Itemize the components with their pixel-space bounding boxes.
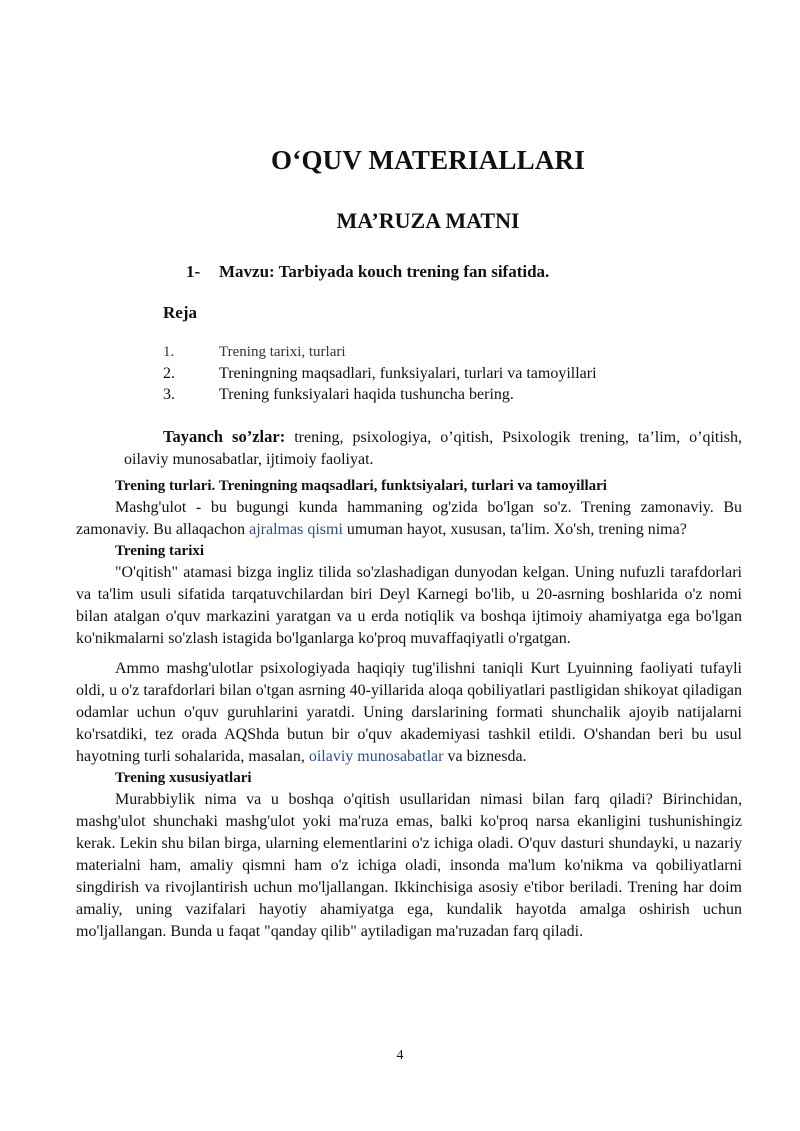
plan-list: [163, 342, 597, 405]
paragraph-text: umuman hayot, xususan, ta'lim. Xo'sh, trening nima?: [342, 521, 687, 538]
link-oilaviy-munosabatlar[interactable]: oilaviy munosabatlar: [308, 748, 444, 765]
page-number: 4: [396, 1048, 404, 1063]
section-heading: Trening tarixi: [115, 543, 205, 559]
plan-item-text: Treningning maqsadlari, funksiyalari, turlari va tamoyillari: [219, 365, 597, 382]
plan-item-text: Trening tarixi, turlari: [219, 344, 346, 360]
plan-item-number: 1.: [163, 344, 175, 360]
keywords-paragraph: [124, 426, 742, 471]
paragraph: [76, 497, 742, 541]
plan-item-number: 3.: [163, 386, 175, 403]
plan-heading: Reja: [163, 303, 197, 322]
paragraph-text: Mashg'ulot - bu bugungi kunda hammaning og'zida bo'lgan so'z. Trening zamonaviy. Bu zamonaviy. Bu allaqachon: [76, 499, 742, 538]
paragraph: [76, 658, 742, 768]
section-heading: Trening turlari. Treningning maqsadlari, funktsiyalari, turlari va tamoyillari: [115, 478, 607, 494]
paragraph-text: Ammo mashg'ulotlar psixologiyada haqiqiy tug'ilishni taniqli Kurt Lyuinning faoliyati tufayli oldi, u o'z tarafdorlari bilan o'tgan asrning 40-yillarida aloqa qobiliyatlari pastligidan shikoyat qiladigan odamlar uchun o'quv guruhlarini yaratdi. Uning darslarining formati shunchalik ajoyib natijalarni ko'rsatdiki, tez orada AQShda butun bir o'quv akademiyasi tashkil etildi. O'shandan beri bu usul hayotning turli sohalarida, masalan,: [76, 660, 742, 765]
plan-item: [163, 342, 597, 363]
link-ajralmas-qismi[interactable]: ajralmas qismi: [249, 521, 343, 538]
plan-item: [163, 363, 597, 384]
plan-item-number: 2.: [163, 365, 175, 382]
paragraph-text: va biznesda.: [443, 748, 527, 765]
paragraph: Murabbiylik nima va u boshqa o'qitish usullaridan nimasi bilan farq qiladi? Birinchidan, mashg'ulot shunchaki mashg'ulot yoki ma'ruza emas, balki ko'proq narsa ekanligini tushunishingiz kerak. Lekin shu bilan birga, ularning elementlarini o'z ichiga oladi. O'quv dasturi shundayki, u nazariy materialni ham, amaliy qismni ham o'z ichiga oladi, insonda ma'lum ko'nikma va qobiliyatlarni singdirish va rivojlantirish uchun mo'ljallangan. Ikkinchisiga asosiy e'tibor beriladi. Trening har doim amaliy, uning vazifalari hayotiy ahamiyatga ega, kundalik hayotda amalga oshirish uchun mo'ljallangan. Bunda u faqat "qanday qilib" aytiladigan ma'ruzadan farq qiladi.: [76, 791, 742, 940]
topic-number: 1-: [186, 262, 201, 281]
plan-item-text: Trening funksiyalari haqida tushuncha bering.: [219, 386, 514, 403]
topic-heading: [186, 262, 549, 282]
keywords-text: trening, psixologiya, o’qitish, Psixologik trening, ta’lim, o’qitish, oilaviy munosabatlar, ijtimoiy faoliyat.: [124, 429, 743, 468]
topic-text: Mavzu: Tarbiyada kouch trening fan sifatida.: [219, 262, 550, 281]
plan-item: [163, 384, 597, 405]
paragraph: "O'qitish" atamasi bizga ingliz tilida so'zlashadigan dunyodan kelgan. Uning nufuzli tarafdorlari va ta'lim usuli sifatida tarqatuvchilardan biri Deyl Karnegi bo'lib, u 20-asrning boshlarida o'z nomi bilan atalgan o'quv markazini yaratgan va u erda notiqlik va boshqa ijtimoiy ahamiyatga ega bo'lgan ko'nikmalarni so'zlash istagida bo'lganlarga ko'proq muvaffaqiyatli o'rgatgan.: [76, 564, 742, 647]
keywords-label: Tayanch so’zlar:: [163, 427, 286, 446]
section-heading: Trening xususiyatlari: [115, 770, 252, 786]
body-text: [76, 476, 742, 943]
page-title: O‘QUV MATERIALLARI: [271, 145, 585, 175]
page-subtitle: MA’RUZA MATNI: [336, 208, 520, 233]
